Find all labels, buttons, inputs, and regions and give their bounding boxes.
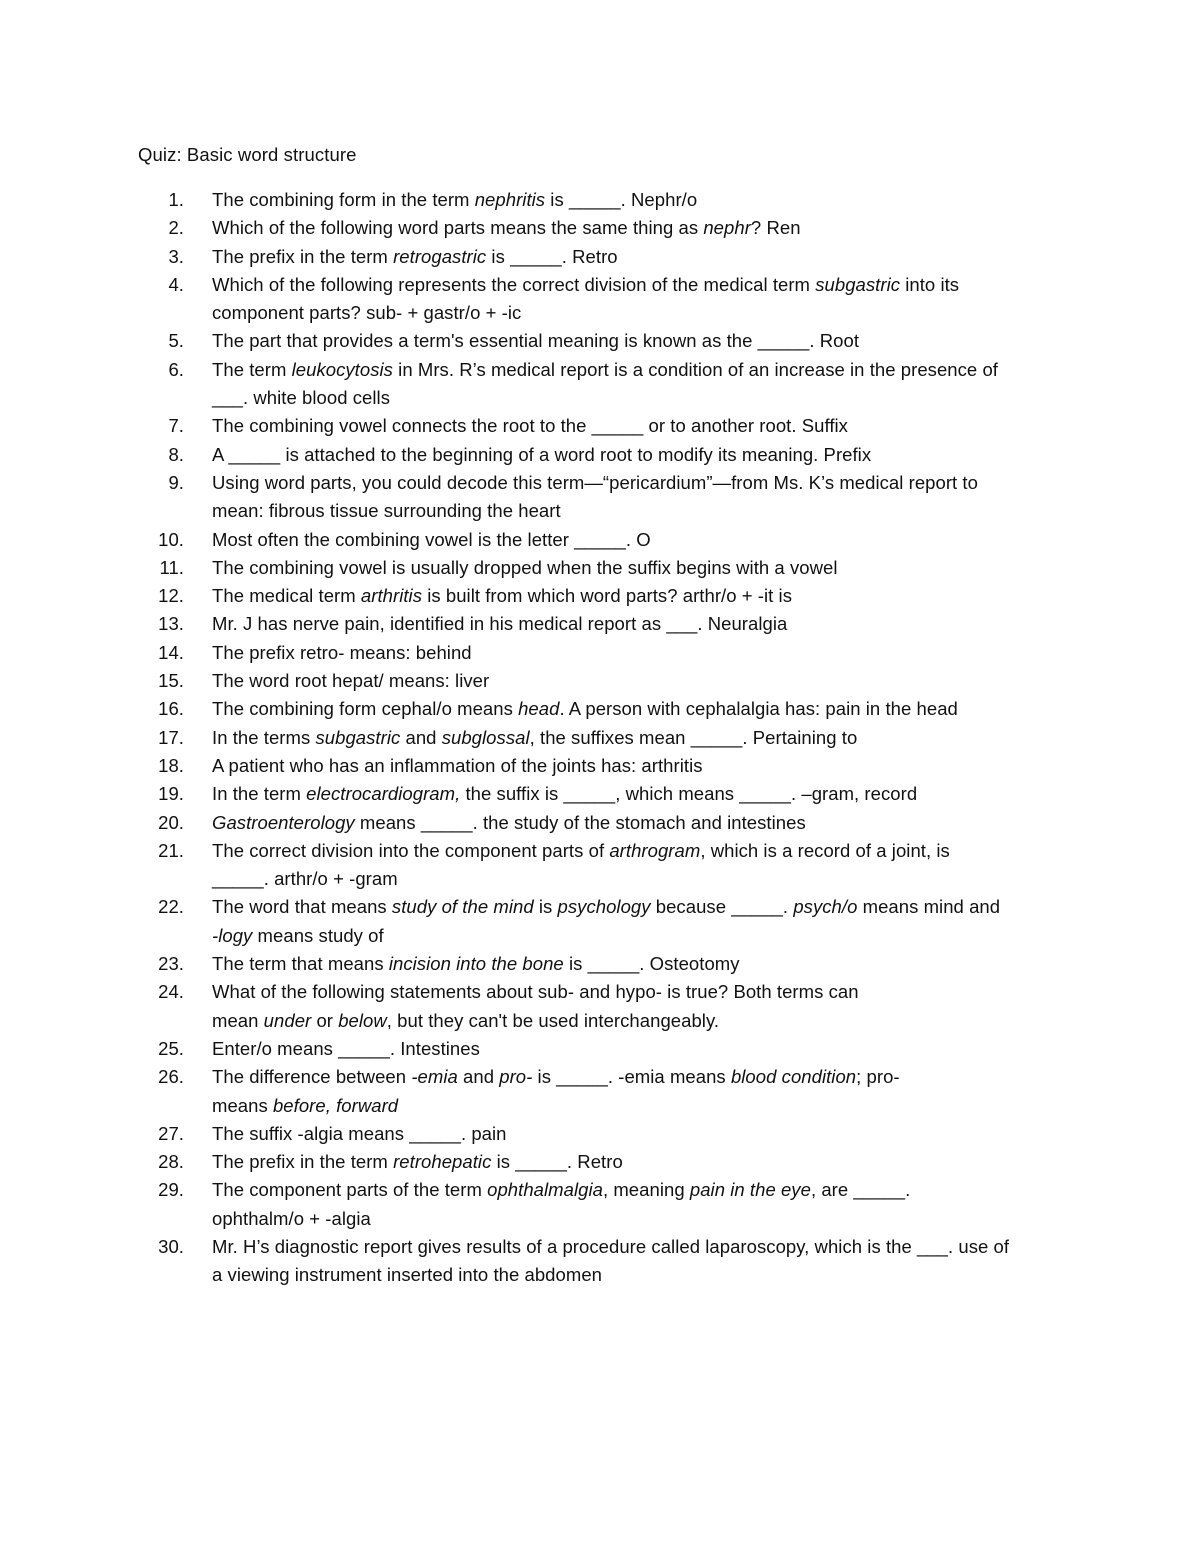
question-number: 26. — [158, 1066, 184, 1088]
italic-term: psychology — [557, 896, 651, 918]
question-number: 7. — [168, 415, 184, 437]
text-run: a viewing instrument inserted into the abdomen — [212, 1264, 602, 1286]
text-run: mean: fibrous tissue surrounding the heart — [212, 500, 561, 522]
question-line — [212, 1092, 1058, 1120]
question-line — [212, 469, 1058, 497]
text-run: means _____. the study of the stomach and intestines — [354, 811, 806, 833]
text-run: What of the following statements about sub- and hypo- is true? Both terms can — [212, 981, 859, 1003]
question-line — [212, 1120, 1058, 1148]
question-text — [212, 554, 1058, 582]
question-item — [138, 469, 1058, 526]
text-run: is — [533, 896, 558, 918]
question-number: 16. — [158, 698, 184, 720]
text-run: and — [457, 1066, 500, 1088]
text-run: ophthalm/o + -algia — [212, 1207, 371, 1229]
text-run: The word that means — [212, 896, 392, 918]
italic-term: subgastric — [315, 726, 401, 748]
italic-term: incision into the bone — [388, 953, 564, 975]
question-line — [212, 384, 1058, 412]
question-number: 18. — [158, 754, 184, 776]
text-run: into its — [900, 273, 960, 295]
question-text — [212, 950, 1058, 978]
text-run: The word root hepat/ means: liver — [212, 670, 490, 692]
text-run: The prefix in the term — [212, 1151, 394, 1173]
question-item — [138, 667, 1058, 695]
question-item — [138, 582, 1058, 610]
question-item — [138, 1176, 1058, 1233]
question-item — [138, 356, 1058, 413]
question-line — [212, 610, 1058, 638]
question-line — [212, 186, 1058, 214]
question-line — [212, 1233, 1058, 1261]
question-text — [212, 752, 1058, 780]
question-number: 13. — [158, 613, 184, 635]
text-run: Mr. H’s diagnostic report gives results of a procedure called laparoscopy, which is the ___. use of — [212, 1235, 1010, 1257]
text-run: The term — [212, 358, 292, 380]
question-line — [212, 752, 1058, 780]
question-line — [212, 893, 1058, 921]
question-item — [138, 780, 1058, 808]
question-line — [212, 724, 1058, 752]
question-item — [138, 610, 1058, 638]
question-line — [212, 582, 1058, 610]
question-text — [212, 639, 1058, 667]
text-run: ? Ren — [750, 217, 801, 239]
question-number: 22. — [158, 896, 184, 918]
question-line — [212, 1205, 1058, 1233]
text-run: , but they can't be used interchangeably. — [386, 1009, 720, 1031]
text-run: Enter/o means _____. Intestines — [212, 1037, 480, 1059]
question-line — [212, 950, 1058, 978]
question-line — [212, 526, 1058, 554]
question-line — [212, 1176, 1058, 1204]
question-item — [138, 186, 1058, 214]
italic-term: subglossal — [441, 726, 530, 748]
question-text — [212, 1148, 1058, 1176]
text-run: is _____. Osteotomy — [563, 953, 740, 975]
question-item — [138, 1063, 1058, 1120]
question-item — [138, 1120, 1058, 1148]
text-run: component parts? sub- + gastr/o + -ic — [212, 302, 522, 324]
italic-term: -emia — [411, 1066, 458, 1088]
question-line — [212, 412, 1058, 440]
question-text — [212, 356, 1058, 413]
italic-term: under — [263, 1009, 312, 1031]
question-item — [138, 412, 1058, 440]
question-text — [212, 893, 1058, 950]
text-run: ; pro- — [856, 1066, 900, 1088]
question-item — [138, 724, 1058, 752]
text-run: and — [400, 726, 442, 748]
text-run: , meaning — [602, 1179, 690, 1201]
question-line — [212, 554, 1058, 582]
question-list — [138, 186, 1058, 1290]
question-item — [138, 271, 1058, 328]
italic-term: nephritis — [474, 189, 546, 210]
text-run: ___. white blood cells — [212, 387, 390, 409]
text-run: the suffix is _____, which means _____. –gram, record — [460, 783, 918, 805]
question-item — [138, 893, 1058, 950]
question-item — [138, 441, 1058, 469]
question-number: 12. — [158, 585, 184, 607]
question-number: 25. — [158, 1037, 184, 1059]
question-line — [212, 327, 1058, 355]
text-run: , which is a record of a joint, is — [700, 839, 950, 861]
question-line — [212, 837, 1058, 865]
question-text — [212, 186, 1058, 214]
text-run: is _____. Retro — [491, 1151, 623, 1173]
question-number: 28. — [158, 1151, 184, 1173]
text-run: The combining form in the term — [212, 189, 475, 210]
question-text — [212, 610, 1058, 638]
question-number: 10. — [158, 528, 184, 550]
text-run: is _____. -emia means — [532, 1066, 731, 1088]
text-run: The component parts of the term — [212, 1179, 488, 1201]
text-run: is _____. Retro — [486, 245, 618, 267]
text-run: A patient who has an inflammation of the joints has: arthritis — [212, 754, 703, 776]
question-line — [212, 695, 1058, 723]
question-line — [212, 356, 1058, 384]
question-item — [138, 327, 1058, 355]
question-text — [212, 978, 1058, 1035]
text-run: in Mrs. R’s medical report is a condition of an increase in the presence of — [392, 358, 998, 380]
italic-term: below — [338, 1009, 387, 1031]
text-run: The difference between — [212, 1066, 412, 1088]
question-text — [212, 441, 1058, 469]
text-run: _____. arthr/o + -gram — [212, 868, 398, 890]
question-line — [212, 667, 1058, 695]
question-item — [138, 752, 1058, 780]
italic-term: before, forward — [272, 1094, 399, 1116]
italic-term: arthrogram — [609, 839, 701, 861]
text-run: The combining form cephal/o means — [212, 698, 519, 720]
question-number: 8. — [168, 443, 184, 465]
question-text — [212, 780, 1058, 808]
text-run: In the terms — [212, 726, 316, 748]
question-number: 9. — [168, 471, 184, 493]
question-number: 4. — [168, 273, 184, 295]
text-run: The suffix -algia means _____. pain — [212, 1122, 507, 1144]
question-text — [212, 724, 1058, 752]
question-number: 30. — [158, 1235, 184, 1257]
italic-term: pro- — [499, 1066, 533, 1088]
text-run: A _____ is attached to the beginning of a word root to modify its meaning. Prefix — [212, 443, 872, 465]
italic-term: retrogastric — [393, 245, 487, 267]
text-run: is _____. Nephr/o — [545, 189, 698, 210]
question-number: 23. — [158, 953, 184, 975]
question-number: 24. — [158, 981, 184, 1003]
text-run: or — [311, 1009, 339, 1031]
question-number: 27. — [158, 1122, 184, 1144]
text-run: because _____. — [650, 896, 794, 918]
question-line — [212, 441, 1058, 469]
question-line — [212, 299, 1058, 327]
question-text — [212, 1233, 1058, 1290]
question-item — [138, 526, 1058, 554]
text-run: Most often the combining vowel is the letter _____. O — [212, 528, 651, 550]
question-line — [212, 780, 1058, 808]
italic-term: pain in the eye — [689, 1179, 811, 1201]
text-run: is built from which word parts? arthr/o + -it is — [422, 585, 793, 607]
text-run: Which of the following represents the correct division of the medical term — [212, 273, 816, 295]
text-run: means study of — [252, 924, 384, 946]
text-run: The prefix retro- means: behind — [212, 641, 472, 663]
question-item — [138, 214, 1058, 242]
question-text — [212, 667, 1058, 695]
text-run: In the term — [212, 783, 307, 805]
question-text — [212, 214, 1058, 242]
italic-term: leukocytosis — [291, 358, 393, 380]
question-text — [212, 1176, 1058, 1233]
question-text — [212, 837, 1058, 894]
question-line — [212, 1035, 1058, 1063]
question-text — [212, 243, 1058, 271]
question-line — [212, 497, 1058, 525]
question-number: 1. — [168, 189, 184, 210]
question-line — [212, 1261, 1058, 1289]
text-run: . A person with cephalalgia has: pain in the head — [559, 698, 958, 720]
question-text — [212, 412, 1058, 440]
question-text — [212, 1120, 1058, 1148]
question-number: 17. — [158, 726, 184, 748]
question-line — [212, 639, 1058, 667]
question-line — [212, 1063, 1058, 1091]
italic-term: head — [518, 698, 560, 720]
question-number: 19. — [158, 783, 184, 805]
text-run: means mind and — [857, 896, 1001, 918]
question-text — [212, 469, 1058, 526]
question-line — [212, 1007, 1058, 1035]
text-run: The term that means — [212, 953, 389, 975]
question-item — [138, 1035, 1058, 1063]
italic-term: Gastroenterology — [212, 811, 355, 833]
question-text — [212, 271, 1058, 328]
question-item — [138, 1233, 1058, 1290]
question-number: 21. — [158, 839, 184, 861]
question-line — [212, 271, 1058, 299]
question-line — [212, 214, 1058, 242]
page-title: Quiz: Basic word structure — [138, 144, 357, 165]
italic-term: subgastric — [815, 273, 901, 295]
text-run: means — [212, 1094, 273, 1116]
question-number: 20. — [158, 811, 184, 833]
question-item — [138, 809, 1058, 837]
question-line — [212, 243, 1058, 271]
text-run: mean — [212, 1009, 264, 1031]
italic-term: electrocardiogram, — [306, 783, 461, 805]
text-run: , the suffixes mean _____. Pertaining to — [529, 726, 858, 748]
question-number: 14. — [158, 641, 184, 663]
question-line — [212, 978, 1058, 1006]
question-number: 6. — [168, 358, 184, 380]
question-line — [212, 809, 1058, 837]
text-run: Mr. J has nerve pain, identified in his medical report as ___. Neuralgia — [212, 613, 788, 635]
question-number: 3. — [168, 245, 184, 267]
question-item — [138, 837, 1058, 894]
italic-term: nephr — [703, 217, 751, 239]
italic-term: blood condition — [730, 1066, 857, 1088]
text-run: The combining vowel is usually dropped when the suffix begins with a vowel — [212, 556, 838, 578]
text-run: The medical term — [212, 585, 361, 607]
question-text — [212, 582, 1058, 610]
italic-term: study of the mind — [391, 896, 534, 918]
question-item — [138, 1148, 1058, 1176]
question-text — [212, 1035, 1058, 1063]
text-run: , are _____. — [810, 1179, 911, 1201]
question-number: 29. — [158, 1179, 184, 1201]
question-number: 15. — [158, 670, 184, 692]
question-number: 5. — [168, 330, 184, 352]
italic-term: psych/o — [793, 896, 858, 918]
text-run: The prefix in the term — [212, 245, 394, 267]
question-text — [212, 1063, 1058, 1120]
question-item — [138, 950, 1058, 978]
text-run: Using word parts, you could decode this term—“pericardium”—from Ms. K’s medical report to — [212, 471, 978, 493]
question-item — [138, 695, 1058, 723]
question-text — [212, 809, 1058, 837]
question-text — [212, 327, 1058, 355]
text-run: The part that provides a term's essential meaning is known as the _____. Root — [212, 330, 860, 352]
italic-term: arthritis — [360, 585, 423, 607]
question-item — [138, 978, 1058, 1035]
question-line — [212, 922, 1058, 950]
question-text — [212, 526, 1058, 554]
question-number: 2. — [168, 217, 184, 239]
question-item — [138, 243, 1058, 271]
question-line — [212, 865, 1058, 893]
italic-term: ophthalmalgia — [487, 1179, 603, 1201]
italic-term: -logy — [212, 924, 253, 946]
question-item — [138, 554, 1058, 582]
text-run: The correct division into the component parts of — [212, 839, 610, 861]
text-run: The combining vowel connects the root to the _____ or to another root. Suffix — [212, 415, 848, 437]
question-text — [212, 695, 1058, 723]
italic-term: retrohepatic — [393, 1151, 492, 1173]
question-line — [212, 1148, 1058, 1176]
question-number: 11. — [159, 556, 184, 578]
text-run: Which of the following word parts means the same thing as — [212, 217, 704, 239]
question-item — [138, 639, 1058, 667]
